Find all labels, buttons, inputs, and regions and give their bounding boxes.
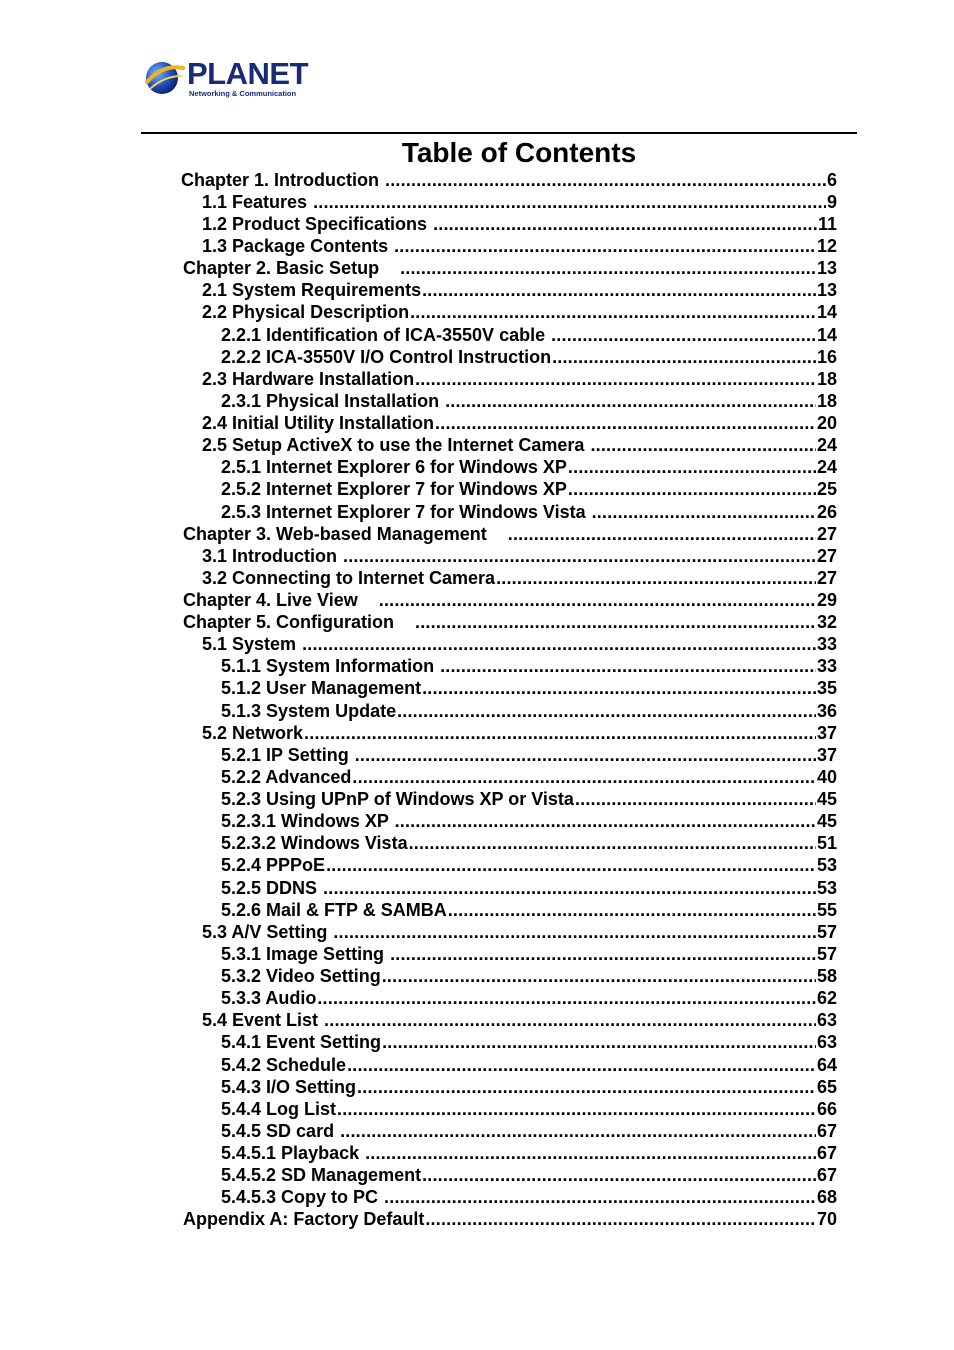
toc-entry[interactable] (221, 854, 837, 876)
toc-entry-label: 5.4.5.3 Copy to PC (221, 1187, 384, 1207)
toc-dot-leader (425, 1208, 816, 1230)
toc-entry-page: 27 (816, 524, 837, 544)
toc-dot-leader (326, 854, 816, 876)
toc-dot-leader (422, 279, 816, 301)
toc-dot-leader (365, 1142, 816, 1164)
toc-dot-leader (302, 633, 816, 655)
toc-entry-page: 35 (816, 678, 837, 698)
toc-entry-page: 14 (816, 325, 837, 345)
toc-entry[interactable] (202, 412, 837, 434)
toc-entry-page: 18 (816, 369, 837, 389)
toc-entry-page: 70 (816, 1209, 837, 1229)
toc-entry[interactable] (221, 677, 837, 699)
toc-entry[interactable] (221, 1076, 837, 1098)
toc-dot-leader (397, 700, 816, 722)
toc-dot-leader (400, 257, 816, 279)
toc-entry[interactable] (221, 655, 837, 677)
toc-entry-page: 29 (816, 590, 837, 610)
toc-dot-leader (333, 921, 816, 943)
toc-entry-label: 5.2.4 PPPoE (221, 855, 326, 875)
toc-entry-page: 62 (816, 988, 837, 1008)
toc-dot-leader (304, 722, 816, 744)
toc-entry-label: Appendix A: Factory Default (183, 1209, 425, 1229)
toc-entry[interactable] (221, 1186, 837, 1208)
toc-dot-leader (324, 1009, 816, 1031)
toc-entry[interactable] (221, 943, 837, 965)
toc-entry[interactable] (202, 368, 837, 390)
toc-entry[interactable] (202, 921, 837, 943)
toc-entry-page: 12 (816, 236, 837, 256)
toc-dot-leader (592, 501, 816, 523)
toc-entry[interactable] (202, 279, 837, 301)
toc-dot-leader (395, 810, 816, 832)
toc-entry-page: 18 (816, 391, 837, 411)
toc-entry[interactable] (183, 257, 837, 279)
toc-dot-leader (337, 1098, 816, 1120)
toc-entry-page: 63 (816, 1032, 837, 1052)
toc-entry-label: 2.1 System Requirements (202, 280, 422, 300)
toc-entry-page: 25 (816, 479, 837, 499)
toc-entry-label: 2.4 Initial Utility Installation (202, 413, 435, 433)
toc-dot-leader (352, 766, 816, 788)
toc-entry-label: 5.2.2 Advanced (221, 767, 352, 787)
toc-dot-leader (382, 1031, 816, 1053)
logo-tagline: Networking & Communication (189, 89, 297, 98)
toc-entry-page: 53 (816, 878, 837, 898)
toc-dot-leader (590, 434, 816, 456)
toc-entry-label: Chapter 1. Introduction (181, 170, 385, 190)
toc-dot-leader (568, 456, 816, 478)
toc-entry[interactable] (221, 478, 837, 500)
toc-entry[interactable] (181, 169, 837, 191)
toc-entry[interactable] (221, 832, 837, 854)
toc-entry-label: 5.3.3 Audio (221, 988, 317, 1008)
toc-entry[interactable] (221, 700, 837, 722)
toc-entry-page: 36 (816, 701, 837, 721)
toc-entry-label: Chapter 5. Configuration (183, 612, 415, 632)
toc-entry[interactable] (183, 589, 837, 611)
toc-entry[interactable] (202, 434, 837, 456)
toc-dot-leader (390, 943, 816, 965)
toc-dot-leader (575, 788, 816, 810)
toc-entry-label: 5.4.5 SD card (221, 1121, 340, 1141)
toc-entry[interactable] (202, 235, 837, 257)
toc-entry-page: 13 (816, 258, 837, 278)
toc-entry-page: 33 (816, 656, 837, 676)
toc-entry-page: 11 (817, 214, 837, 234)
toc-entry-label: 2.3 Hardware Installation (202, 369, 415, 389)
toc-dot-leader (551, 324, 816, 346)
toc-entry-page: 26 (816, 502, 837, 522)
logo-wordmark: PLANET (187, 56, 308, 91)
toc-dot-leader (448, 899, 816, 921)
toc-entry-page: 24 (816, 435, 837, 455)
toc-dot-leader (433, 213, 817, 235)
toc-entry[interactable] (221, 899, 837, 921)
toc-entry-page: 40 (816, 767, 837, 787)
toc-entry-page: 27 (816, 568, 837, 588)
toc-entry-page: 53 (816, 855, 837, 875)
toc-entry[interactable] (221, 324, 837, 346)
toc-dot-leader (410, 301, 816, 323)
toc-entry-page: 45 (816, 811, 837, 831)
toc-entry-page: 68 (816, 1187, 837, 1207)
toc-dot-leader (415, 368, 816, 390)
toc-entry[interactable] (221, 1164, 837, 1186)
toc-dot-leader (422, 1164, 816, 1186)
toc-entry[interactable] (221, 766, 837, 788)
toc-entry-page: 63 (816, 1010, 837, 1030)
toc-dot-leader (445, 390, 816, 412)
toc-entry-page: 13 (816, 280, 837, 300)
toc-entry[interactable] (221, 1054, 837, 1076)
toc-entry-label: 2.5.2 Internet Explorer 7 for Windows XP (221, 479, 567, 499)
toc-dot-leader (552, 346, 816, 368)
toc-entry[interactable] (183, 1208, 837, 1230)
toc-dot-leader (313, 191, 826, 213)
toc-entry-label: 5.4.2 Schedule (221, 1055, 347, 1075)
toc-entry-page: 45 (816, 789, 837, 809)
toc-entry-page: 16 (816, 347, 837, 367)
toc-entry-label: Chapter 4. Live View (183, 590, 378, 610)
toc-entry-label: 5.3.2 Video Setting (221, 966, 381, 986)
toc-entry[interactable] (221, 987, 837, 1009)
toc-entry-page: 20 (816, 413, 837, 433)
toc-entry-label: 5.2 Network (202, 723, 304, 743)
toc-entry-label: 5.1.1 System Information (221, 656, 440, 676)
toc-dot-leader (355, 744, 816, 766)
toc-entry[interactable] (221, 810, 837, 832)
toc-entry[interactable] (202, 191, 837, 213)
toc-entry-page: 57 (816, 944, 837, 964)
toc-entry[interactable] (202, 213, 837, 235)
toc-entry-label: 2.5.3 Internet Explorer 7 for Windows Vista (221, 502, 591, 522)
page-title: Table of Contents (401, 137, 637, 168)
toc-dot-leader (317, 987, 816, 1009)
toc-entry-label: 5.2.3 Using UPnP of Windows XP or Vista (221, 789, 574, 809)
toc-entry-label: 5.4.5.1 Playback (221, 1143, 365, 1163)
toc-dot-leader (357, 1076, 816, 1098)
toc-entry-page: 57 (816, 922, 837, 942)
toc-entry[interactable] (221, 456, 837, 478)
toc-entry-label: 2.2 Physical Description (202, 302, 410, 322)
toc-entry-label: 5.1.2 User Management (221, 678, 422, 698)
toc-entry[interactable] (183, 523, 837, 545)
toc-entry[interactable] (221, 1098, 837, 1120)
toc-entry-page: 55 (816, 900, 837, 920)
toc-entry-label: 5.1 System (202, 634, 302, 654)
toc-entry-label: 2.5.1 Internet Explorer 6 for Windows XP (221, 457, 567, 477)
toc-entry-page: 67 (816, 1165, 837, 1185)
toc-entry-page: 33 (816, 634, 837, 654)
toc-entry-page: 32 (816, 612, 837, 632)
toc-entry-page: 51 (816, 833, 837, 853)
toc-dot-leader (435, 412, 816, 434)
toc-entry[interactable] (202, 545, 837, 567)
toc-entry[interactable] (221, 1031, 837, 1053)
toc-entry-label: 5.2.1 IP Setting (221, 745, 354, 765)
toc-entry[interactable] (221, 877, 837, 899)
toc-entry-label: 2.5 Setup ActiveX to use the Internet Camera (202, 435, 590, 455)
toc-dot-leader (409, 832, 816, 854)
toc-entry[interactable] (202, 301, 837, 323)
toc-entry[interactable] (221, 965, 837, 987)
toc-entry-label: 1.3 Package Contents (202, 236, 394, 256)
toc-entry[interactable] (221, 1142, 837, 1164)
toc-entry-page: 66 (816, 1099, 837, 1119)
toc-entry-label: 5.2.3.1 Windows XP (221, 811, 394, 831)
toc-entry-label: 2.2.2 ICA-3550V I/O Control Instruction (221, 347, 552, 367)
toc-dot-leader (394, 235, 816, 257)
toc-entry[interactable] (202, 633, 837, 655)
toc-dot-leader (323, 877, 816, 899)
toc-dot-leader (496, 567, 816, 589)
toc-entry-page: 58 (816, 966, 837, 986)
toc-entry-label: 3.1 Introduction (202, 546, 343, 566)
toc-entry-page: 67 (816, 1143, 837, 1163)
toc-entry-label: 3.2 Connecting to Internet Camera (202, 568, 496, 588)
toc-entry[interactable] (221, 788, 837, 810)
toc-entry-label: 5.2.3.2 Windows Vista (221, 833, 408, 853)
toc-entry-label: 1.2 Product Specifications (202, 214, 433, 234)
toc-entry[interactable] (221, 390, 837, 412)
toc-entry-label: 5.2.6 Mail & FTP & SAMBA (221, 900, 447, 920)
toc-dot-leader (508, 523, 816, 545)
toc-dot-leader (440, 655, 816, 677)
toc-entry-page: 37 (816, 723, 837, 743)
toc-entry-label: Chapter 3. Web-based Management (183, 524, 507, 544)
toc-entry-label: 5.3 A/V Setting (202, 922, 333, 942)
toc-entry[interactable] (202, 1009, 837, 1031)
toc-entry-label: 5.4 Event List (202, 1010, 324, 1030)
toc-entry-page: 27 (816, 546, 837, 566)
toc-dot-leader (343, 545, 816, 567)
toc-dot-leader (340, 1120, 816, 1142)
toc-entry-page: 6 (826, 170, 837, 190)
toc-entry-label: 5.4.3 I/O Setting (221, 1077, 357, 1097)
toc-entry-label: Chapter 2. Basic Setup (183, 258, 400, 278)
toc-dot-leader (415, 611, 816, 633)
toc-entry-page: 14 (816, 302, 837, 322)
toc-entry[interactable] (221, 501, 837, 523)
toc-entry-page: 67 (816, 1121, 837, 1141)
toc-entry-label: 2.3.1 Physical Installation (221, 391, 445, 411)
toc-entry-label: 5.3.1 Image Setting (221, 944, 390, 964)
toc-entry-label: 5.2.5 DDNS (221, 878, 323, 898)
toc-dot-leader (382, 965, 816, 987)
toc-entry-label: 5.4.4 Log List (221, 1099, 337, 1119)
toc-dot-leader (379, 589, 816, 611)
toc-entry[interactable] (221, 1120, 837, 1142)
toc-dot-leader (422, 677, 816, 699)
toc-entry-label: 5.4.1 Event Setting (221, 1032, 382, 1052)
toc-dot-leader (384, 1186, 816, 1208)
toc-entry[interactable] (202, 567, 837, 589)
toc-entry[interactable] (221, 744, 837, 766)
toc-dot-leader (385, 169, 826, 191)
toc-entry-page: 9 (826, 192, 837, 212)
toc-entry-page: 64 (816, 1055, 837, 1075)
toc-entry[interactable] (202, 722, 837, 744)
toc-entry-label: 5.1.3 System Update (221, 701, 397, 721)
toc-dot-leader (568, 478, 816, 500)
toc-entry-page: 37 (816, 745, 837, 765)
toc-entry-page: 65 (816, 1077, 837, 1097)
toc-entry-label: 5.4.5.2 SD Management (221, 1165, 422, 1185)
toc-entry-label: 1.1 Features (202, 192, 313, 212)
toc-entry[interactable] (183, 611, 837, 633)
toc-entry-label: 2.2.1 Identification of ICA-3550V cable (221, 325, 551, 345)
toc-entry-page: 24 (816, 457, 837, 477)
toc-entry[interactable] (221, 346, 837, 368)
toc-dot-leader (347, 1054, 816, 1076)
